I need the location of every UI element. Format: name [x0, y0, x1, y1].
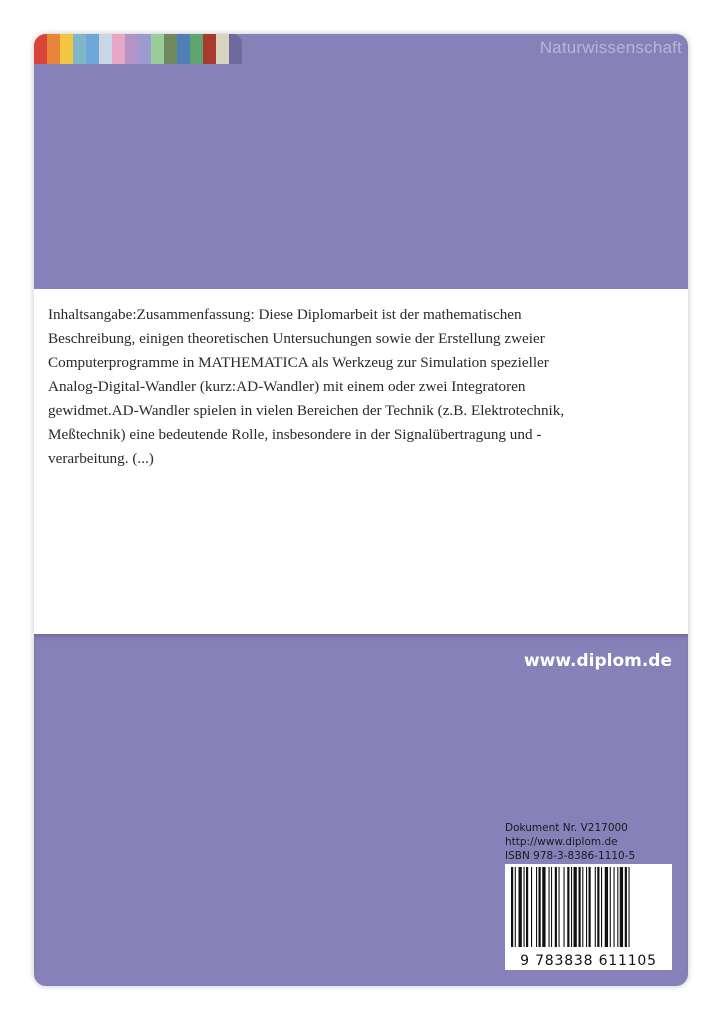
barcode-bar	[524, 867, 525, 947]
barcode-bar	[551, 867, 552, 947]
barcode-bar	[549, 867, 550, 947]
barcode-bar	[617, 867, 618, 947]
barcode-icon	[509, 867, 668, 951]
barcode-bar	[579, 867, 581, 947]
barcode-bar	[571, 867, 572, 947]
barcode-bar	[559, 867, 560, 947]
isbn-barcode	[505, 864, 672, 970]
color-stripe	[73, 34, 86, 64]
barcode-bar	[539, 867, 541, 947]
barcode-bar	[567, 867, 569, 947]
color-stripe	[86, 34, 99, 64]
color-stripe	[177, 34, 190, 64]
barcode-bar	[601, 867, 602, 947]
color-stripe	[151, 34, 164, 64]
barcode-bar	[629, 867, 630, 947]
barcode-bar	[519, 867, 522, 947]
category-label: Naturwissenschaft	[539, 38, 682, 57]
color-stripe	[203, 34, 216, 64]
barcode-bar	[582, 867, 583, 947]
top-color-panel	[34, 34, 688, 289]
abstract-area	[34, 289, 688, 634]
barcode-bar	[511, 867, 513, 947]
book-back-cover	[34, 34, 688, 986]
color-stripe	[99, 34, 112, 64]
barcode-bar	[555, 867, 557, 947]
color-stripe	[112, 34, 125, 64]
barcode-bar	[620, 867, 623, 947]
barcode-bar	[531, 867, 532, 947]
color-stripe	[125, 34, 138, 64]
document-url: http://www.diplom.de	[505, 836, 618, 848]
document-number: Dokument Nr. V217000	[505, 822, 628, 834]
color-stripe	[138, 34, 151, 64]
barcode-bar	[526, 867, 528, 947]
barcode-bar	[614, 867, 615, 947]
color-stripe	[216, 34, 229, 64]
barcode-bar	[574, 867, 577, 947]
barcode-bar	[536, 867, 537, 947]
abstract-text: Inhaltsangabe:Zusammenfassung: Diese Diplomarbeit ist der mathematischen Beschreibung, einigen theoretischen Untersuchungen sowie der Erstellung zweier Computerprogramme in MATHEMATICA als Werkzeug zur Simulation spezieller Analog-Digital-Wandler (kurz:AD-Wandler) mit einem oder zwei Integratoren gewidmet.AD-Wandler spielen in vielen Bereichen der Technik (z.B. Elektrotechnik, Meßtechnik) eine bedeutende Rolle, insbesondere in der Signalübertragung und -verarbeitung. (...)	[48, 306, 565, 467]
color-stripe	[60, 34, 73, 64]
color-stripe	[229, 34, 242, 64]
bottom-color-panel	[34, 634, 688, 986]
barcode-bar	[605, 867, 608, 947]
color-stripes	[34, 34, 242, 64]
barcode-digits: 9 783838 611105	[520, 953, 657, 969]
barcode-bar	[625, 867, 627, 947]
color-stripe	[190, 34, 203, 64]
publisher-website[interactable]: www.diplom.de	[523, 651, 672, 671]
barcode-bar	[595, 867, 596, 947]
barcode-bar	[597, 867, 599, 947]
isbn-number: ISBN 978-3-8386-1110-5	[505, 850, 636, 862]
color-stripe	[34, 34, 47, 64]
barcode-bar	[589, 867, 591, 947]
barcode-bar	[586, 867, 587, 947]
barcode-bar	[564, 867, 565, 947]
barcode-bar	[542, 867, 545, 947]
document-info	[505, 821, 635, 863]
color-stripe	[47, 34, 60, 64]
barcode-bar	[515, 867, 516, 947]
color-stripe	[164, 34, 177, 64]
barcode-bar	[610, 867, 611, 947]
